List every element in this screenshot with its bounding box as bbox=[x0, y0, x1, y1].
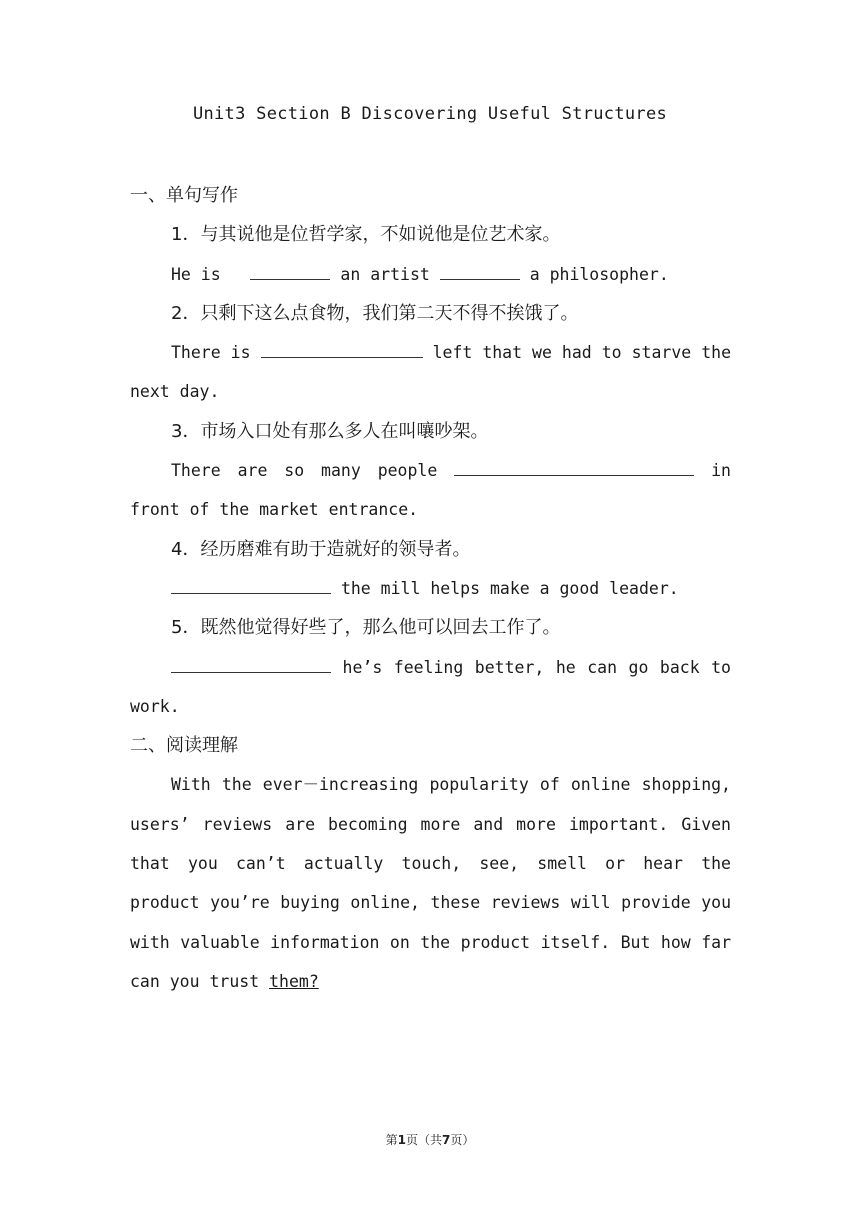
answer-blank-1a[interactable] bbox=[250, 265, 330, 280]
footer-prefix: 第 bbox=[385, 1133, 398, 1147]
question-4-number: 4． bbox=[171, 538, 201, 560]
question-1-number: 1． bbox=[171, 224, 201, 246]
answer-blank-4[interactable] bbox=[171, 579, 331, 594]
question-3-text-b: in front of the market entrance. bbox=[130, 461, 731, 520]
question-5-prompt: 既然他觉得好些了，那么他可以回去工作了。 bbox=[200, 617, 561, 639]
question-1-prompt: 与其说他是位哲学家，不如说他是位艺术家。 bbox=[200, 224, 561, 246]
reading-passage-text: With the ever－increasing popularity of online shopping, users’ reviews are becoming more and more important. Given that you can’t actually touch, see, smell or hear the product you’re buying online, these reviews will provide you with valuable information on the product itself. But how far can you trust bbox=[130, 775, 731, 991]
answer-blank-3[interactable] bbox=[454, 461, 694, 476]
question-4-text-a: the mill helps make a good leader. bbox=[340, 578, 679, 598]
footer-total-pages: 7 bbox=[442, 1133, 451, 1147]
footer-suffix: 页） bbox=[450, 1133, 475, 1147]
question-3-english bbox=[130, 451, 731, 530]
reading-passage bbox=[130, 765, 731, 1001]
page-title: Unit3 Section B Discovering Useful Structures bbox=[192, 104, 668, 124]
reading-passage-underlined: them? bbox=[269, 971, 319, 991]
question-5-english bbox=[130, 648, 731, 727]
question-4-english bbox=[130, 569, 731, 608]
page-footer bbox=[0, 1131, 860, 1148]
document-body bbox=[130, 176, 731, 1001]
question-4-chinese bbox=[130, 530, 731, 569]
question-5-chinese bbox=[130, 608, 731, 647]
question-3-number: 3． bbox=[171, 420, 201, 442]
question-2-chinese bbox=[130, 294, 731, 333]
question-5-text-a: he’s feeling better, he can go back to work. bbox=[130, 657, 731, 716]
question-2-text-a: There is bbox=[171, 343, 251, 363]
question-1-english bbox=[130, 255, 731, 294]
question-4-prompt: 经历磨难有助于造就好的领导者。 bbox=[200, 538, 471, 560]
question-2-prompt: 只剩下这么点食物，我们第二天不得不挨饿了。 bbox=[200, 302, 579, 324]
question-2-number: 2． bbox=[171, 302, 201, 324]
question-1-text-b: an artist bbox=[340, 264, 430, 284]
question-1-text-a: He is bbox=[171, 264, 221, 284]
answer-blank-1b[interactable] bbox=[440, 265, 520, 280]
question-5-number: 5． bbox=[171, 617, 201, 639]
question-1-chinese bbox=[130, 215, 731, 254]
section-heading-writing: 一、单句写作 bbox=[130, 185, 238, 206]
section-heading-reading: 二、阅读理解 bbox=[130, 735, 238, 757]
footer-page-number: 1 bbox=[397, 1133, 406, 1147]
footer-middle: 页（共 bbox=[405, 1133, 442, 1147]
answer-blank-5[interactable] bbox=[171, 658, 331, 673]
question-3-chinese bbox=[130, 412, 731, 451]
question-2-english bbox=[130, 333, 731, 412]
question-1-text-c: a philosopher. bbox=[529, 264, 669, 284]
question-3-prompt: 市场入口处有那么多人在叫嚷吵架。 bbox=[200, 420, 489, 442]
question-3-text-a: There are so many people bbox=[171, 461, 438, 481]
answer-blank-2[interactable] bbox=[261, 343, 423, 358]
question-2-text-b: left that we had to starve the next day. bbox=[130, 343, 732, 402]
